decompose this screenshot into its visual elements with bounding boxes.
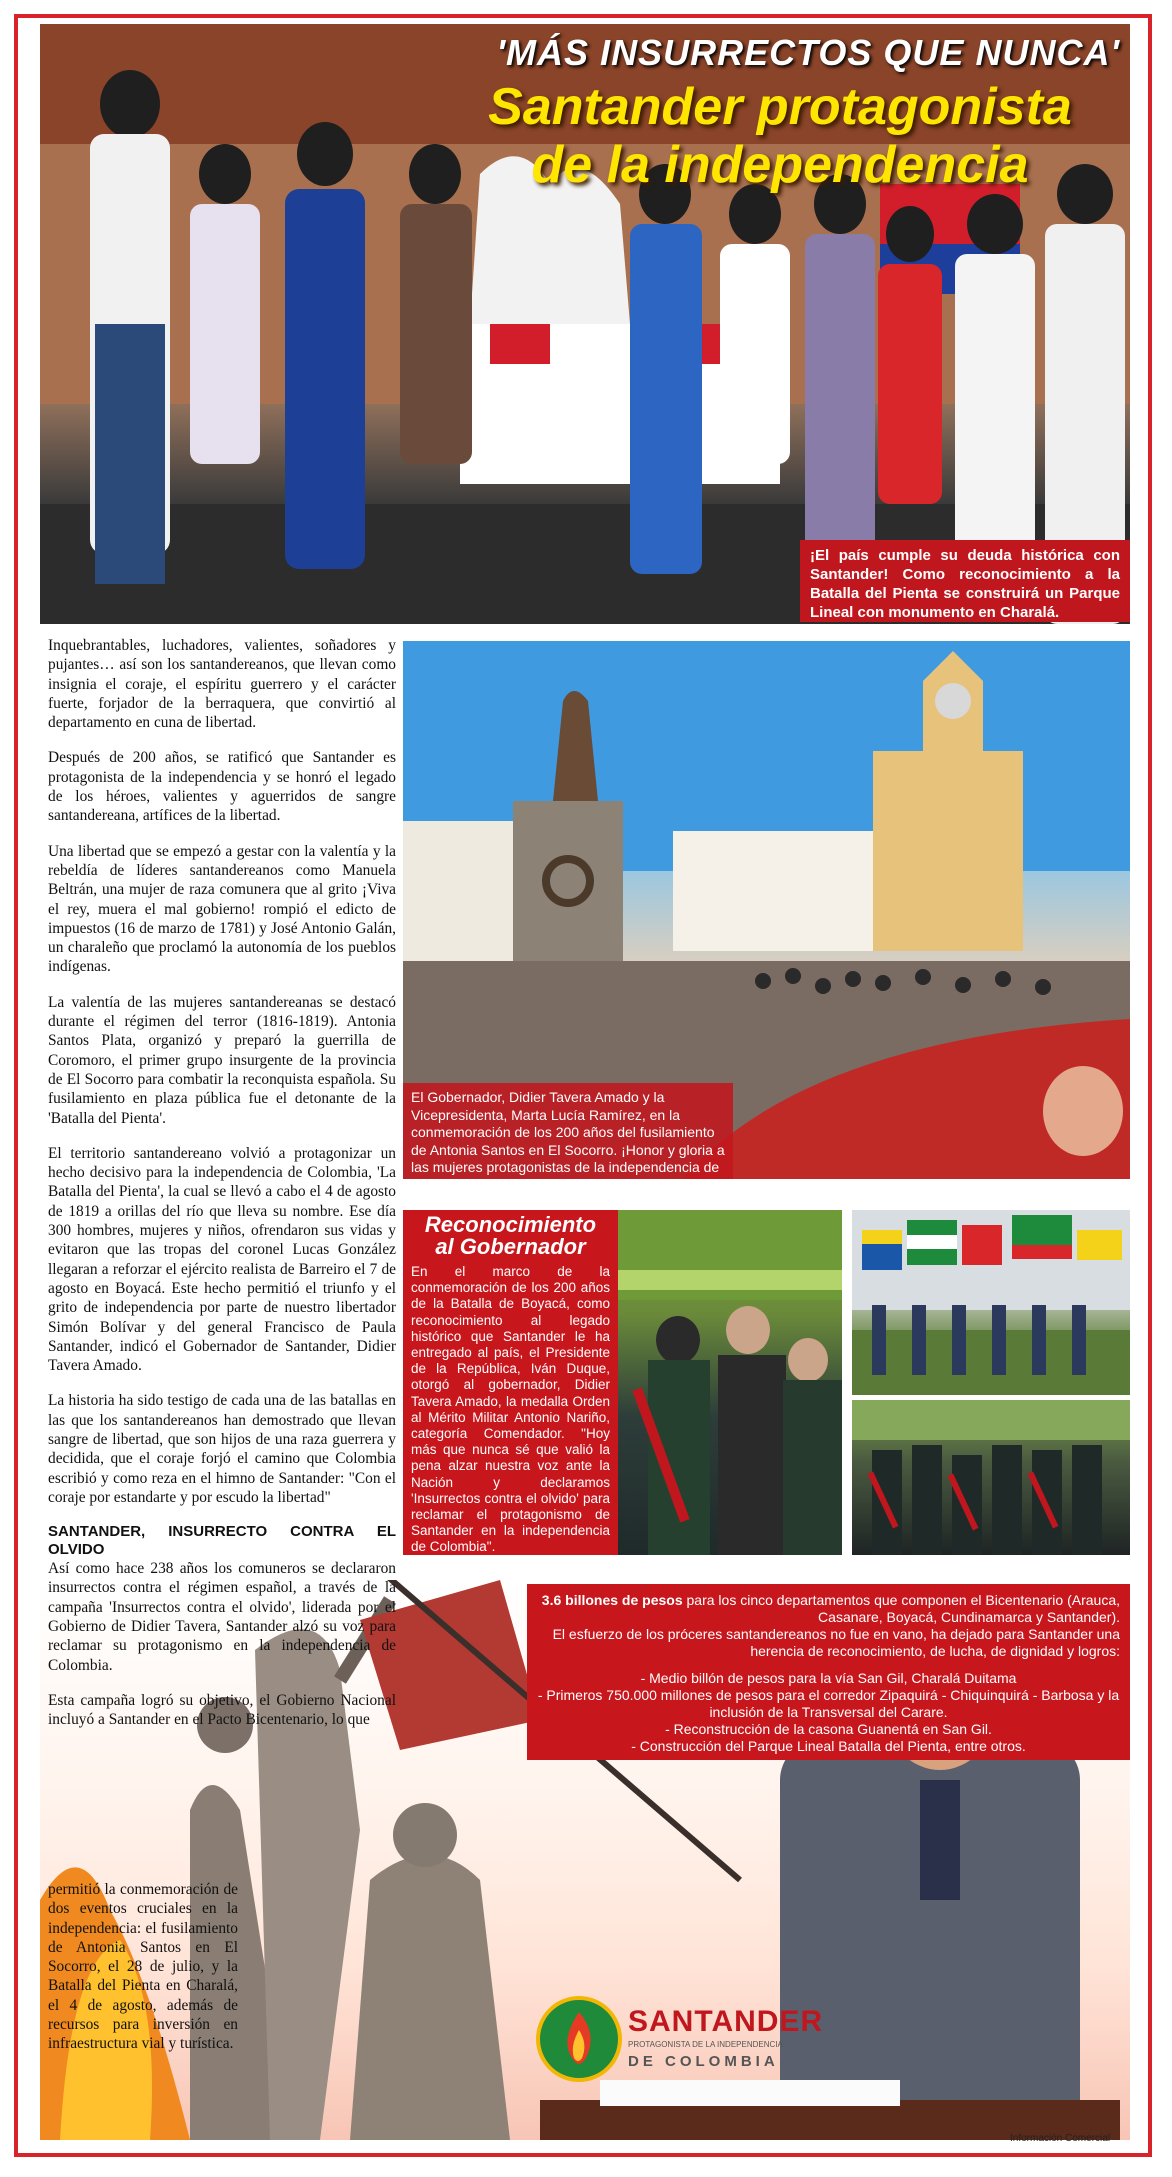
article-paragraph: Una libertad que se empezó a gestar con la valentía y la rebeldía de líderes santandereanos como Manuela Beltrán, una mujer de raza comunera que al grito ¡Viva el rey, muera el mal gobierno! rompió el edicto de impuestos (16 de marzo de 1781) y José Antonio Galán, un charaleño que proclamó la autonomía de los pueblos indígenas. [48, 842, 396, 976]
flags-parade-photo [852, 1210, 1130, 1395]
article-column-narrow [48, 1880, 238, 2054]
investment-item: - Construcción del Parque Lineal Batalla del Pienta, entre otros. [631, 1738, 1026, 1754]
investment-box [527, 1584, 1130, 1760]
military-guard-photo [852, 1400, 1130, 1555]
headline-line-1: Santander protagonista [488, 78, 1072, 136]
headline-line-2: de la independencia [531, 136, 1029, 194]
logo-tagline: PROTAGONISTA DE LA INDEPENDENCIA [628, 2040, 783, 2049]
article-subhead: SANTANDER, INSURRECTO CONTRA EL OLVIDO [48, 1523, 396, 1559]
monument-photo-caption: El Gobernador, Didier Tavera Amado y la Vicepresidenta, Marta Lucía Ramírez, en la conmemoración de los 200 años del fusilamiento de Antonia Santos en El Socorro. ¡Honor y gloria a las mujeres protagonistas de la independencia de Colombia! [403, 1083, 733, 1179]
article-paragraph: La valentía de las mujeres santandereanas se destacó durante el régimen del terror (1816-1819). Antonia Santos Plata, organizó y preparó la guerrilla de Coromoro, el primer grupo insurgente de la provincia de El Socorro para combatir la reconquista española. Su fusilamiento en plaza pública fue el detonante de la 'Batalla del Pienta'. [48, 993, 396, 1127]
top-photo-caption: ¡El país cumple su deuda histórica con Santander! Como reconocimiento a la Batalla del Pienta se construirá un Parque Lineal con monumento en Charalá. [800, 540, 1130, 622]
medal-ceremony-photo [618, 1210, 842, 1555]
campaign-badge-logo [536, 1996, 622, 2082]
flags-illustration [852, 1210, 1130, 1395]
article-column [48, 636, 396, 1746]
article-paragraph: permitió la conmemoración de dos eventos cruciales en la independencia: el fusilamiento de Antonia Santos en El Socorro, el 28 de julio, y la Batalla del Pienta en Charalá, el 4 de agosto, además de recursos para inversión en infraestructura vial y turística. [48, 1881, 238, 2053]
logo-country: DE COLOMBIA [628, 2053, 779, 2070]
article-paragraph: Inquebrantables, luchadores, valientes, soñadores y pujantes… así son los santandereanos, que llevan como insignia el coraje, el espíritu guerrero y el carácter fuerte, forjador de la berraquera, que convirtió al departamento en cuna de libertad. [48, 637, 396, 732]
investment-lead-amount: 3.6 billones de pesos [541, 1592, 683, 1608]
recognition-title-line-1: Reconocimiento [424, 1212, 597, 1237]
article-paragraph: La historia ha sido testigo de cada una de las batallas en las que los santandereanos han demostrado que llevan sangre de libertad, que son hijos de una raza guerrera y decidida, que el coraje forjó el camino que Colombia escribió y como reza en el himno de Santander: "Con el coraje por estandarte y por escudo la libertad" [48, 1392, 396, 1506]
investment-intro: El esfuerzo de los próceres santandereanos no fue en vano, ha dejado para Santander una herencia de reconocimiento, de lucha, de dignidad y logros: [552, 1626, 1120, 1659]
guard-illustration [852, 1400, 1130, 1555]
recognition-title-line-2: al Gobernador [435, 1234, 586, 1259]
article-paragraph: Así como hace 238 años los comuneros se declararon insurrectos contra el régimen español, a través de la campaña 'Insurrectos contra el olvido', liderada por el Gobierno de Didier Tavera, Santander alzó su voz para reclamar su protagonismo en la independencia de Colombia. [48, 1560, 396, 1674]
advertorial-note: Información Comercial [1010, 2133, 1111, 2144]
flame-icon [540, 2000, 618, 2078]
recognition-body: En el marco de la conmemoración de los 200 años de la Batalla de Boyacá, como reconocimiento al legado histórico que Santander le ha entregado al país, el Presidente de la República, Iván Duque, otorgó al gobernador, Didier Tavera Amado, la medalla Orden al Mérito Militar Antonio Nariño, categoría Comendador. "Hoy más que nunca sé que valió la pena alzar nuestra voz ante la Nación y declaramos 'Insurrectos contra el olvido' para reclamar el protagonismo de Santander en la independencia de Colombia". [411, 1264, 610, 1555]
investment-list [537, 1670, 1120, 1755]
investment-item: - Medio billón de pesos para la vía San Gil, Charalá Duitama [640, 1670, 1017, 1686]
headline [440, 78, 1120, 194]
recognition-box [403, 1210, 618, 1555]
recognition-title [403, 1214, 618, 1258]
article-paragraph: El territorio santandereano volvió a protagonizar un hecho decisivo para la independencia de Colombia, 'La Batalla del Pienta', la cual se llevó a cabo el 4 de agosto de 1819 a orillas del río que lleva su nombre. Ese día 300 hombres, mujeres y niños, ofrendaron sus vidas y evitaron que las tropas del coronel Lucas González llegaran a reforzar el ejército realista de Barreiro el 7 de agosto en Boyacá. Este hecho permitió el triunfo y el grito de independencia por parte de nuestro libertador Simón Bolívar y del general Francisco de Paula Santander, indicó el Gobernador de Santander, Didier Tavera Amado. [48, 1144, 396, 1375]
logo-name: SANTANDER [628, 2005, 824, 2038]
investment-item: - Primeros 750.000 millones de pesos para el corredor Zipaquirá - Chiquinquirá - Barbosa y la inclusión de la Transversal del Carare. [537, 1687, 1120, 1720]
investment-lead-rest: para los cinco departamentos que componen el Bicentenario (Arauca, Casanare, Boyacá, Cundinamarca y Santander). [682, 1592, 1120, 1625]
investment-lead [537, 1592, 1120, 1626]
article-paragraph: Después de 200 años, se ratificó que Santander es protagonista de la independencia y se honró el legado de los héroes, valientes y aguerridos de sangre santandereana, artífices de la libertad. [48, 749, 396, 825]
headline-kicker: 'MÁS INSURRECTOS QUE NUNCA' [496, 32, 1120, 73]
article-paragraph: Esta campaña logró su objetivo, el Gobierno Nacional incluyó a Santander en el Pacto Bicentenario, lo que [48, 1691, 396, 1729]
investment-item: - Reconstrucción de la casona Guanentá en San Gil. [665, 1721, 992, 1737]
medal-ceremony-illustration [618, 1210, 842, 1555]
